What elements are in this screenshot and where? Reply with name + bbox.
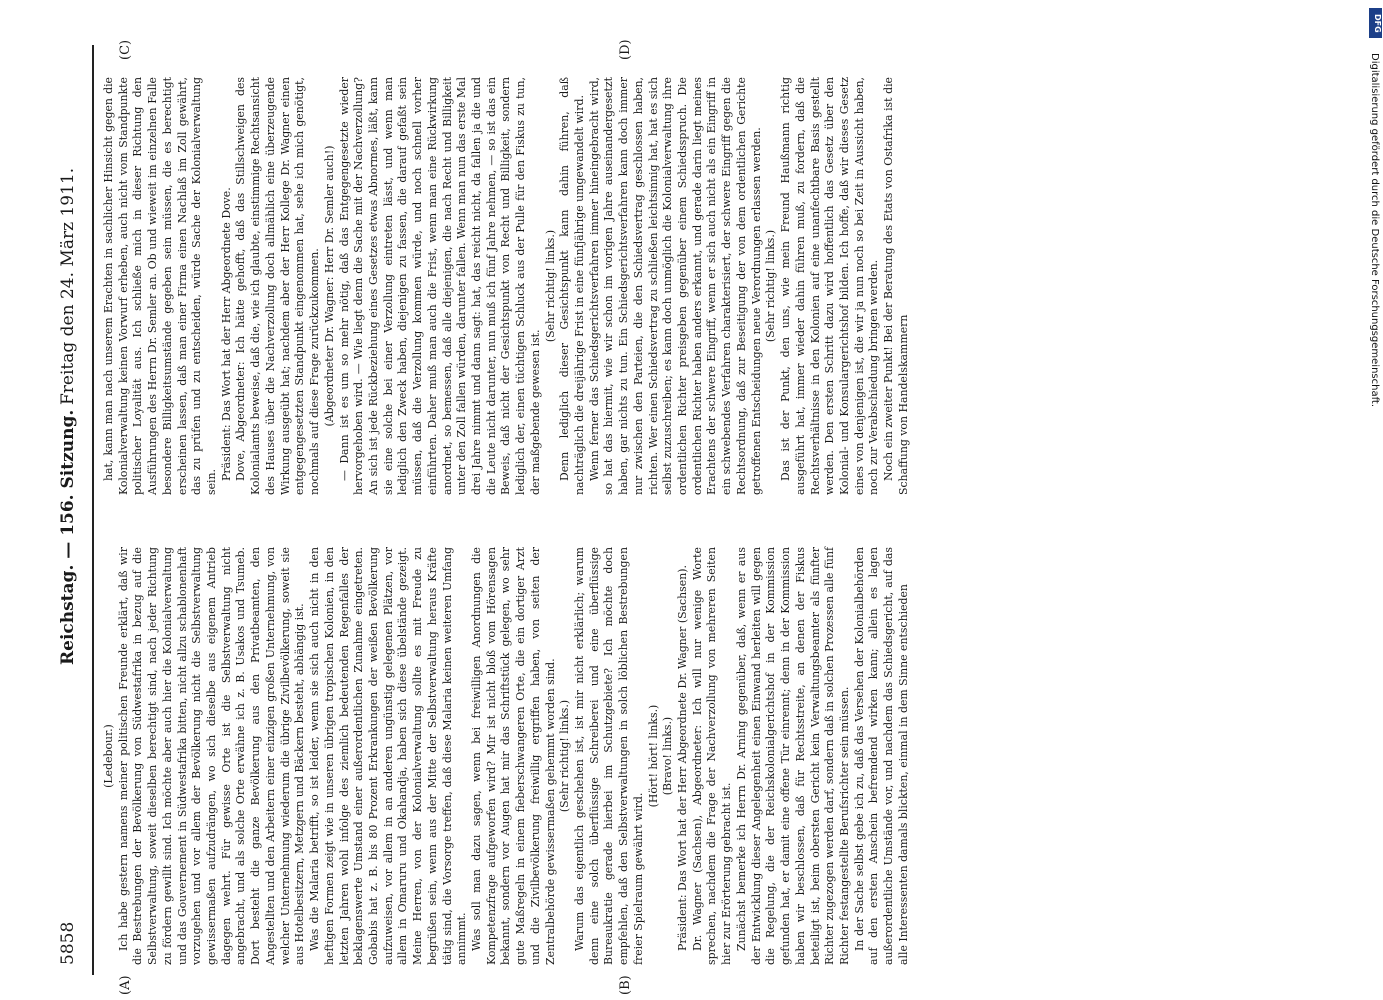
margin-marker-d: (D): [618, 39, 633, 60]
paragraph: (Sehr richtig! links.): [764, 229, 778, 343]
paragraph: (Ledebour.): [102, 724, 115, 788]
paragraph: Wenn ferner das Schiedsgerichtsverfahren immer hineingebracht wird, so hat das hiermit, wie wir schon im vorigen Jahre auseinandergesetzt haben, gar nichts zu tun. Ein Schiedsgerichtsverfahren kann doch immer nur zwischen den Parteien, die den Schiedsvertrag geschlossen haben, richten. Wer einen Schiedsvertrag zu schließen leichtsinnig hat, hat es sich selbst zuzuschreiben; es kann doch unmöglich die Kolonialverwaltung ihre ordentlichen Richter preisgeben gegenüber einem Schiedsspruch. Die ordentlichen Richter haben anders erkannt, und gerade darin liegt meines Erachtens der schwere Eingriff, wenn er sich auch nicht als ein Eingriff in ein schwebendes Verfahren charakterisiert, der schwere Eingriff gegen die Rechtsordnung, daß zur Beseitigung der von dem ordentlichen Gerichte getroffenen Entscheidungen neue Verordnungen erlassen werden.: [587, 77, 763, 495]
page-number: 5858: [58, 921, 78, 965]
page-header: [58, 65, 92, 965]
paragraph: Präsident: Das Wort hat der Herr Abgeordnete Dr. Wagner (Sachsen).: [676, 565, 690, 951]
credit-text: Digitalisierung gefördert durch die Deutsche Forschungsgemeinschaft.: [1369, 53, 1380, 408]
paragraph: Ich habe gestern namens meiner politischen Freunde erklärt, daß wir die Bestrebungen der Bevölkerung von Südwestafrika in bezug auf die Selbstverwaltung, soweit dieselben berechtigt sind, nach jeder Richtung zu fördern gewillt sind. Ich möchte aber auch hier die Kolonialverwaltung und das Gouvernement in Südwestafrika bitten, nicht allzu schablonenhaft vorzugehen und vor allem der Bevölkerung nicht die Selbstverwaltung gewissermaßen aufzudrängen, wo sich dieselbe aus eigenem Antrieb dagegen wehrt. Für gewisse Orte ist die Selbstverwaltung nicht angebracht, und als solche Orte erwähne ich z. B. Usakos und Tsumeb. Dort besteht die ganze Bevölkerung aus den Privatbeamten, den Angestellten und den Arbeitern einer einzigen großen Unternehmung, von welcher Unternehmung wiederum die übrige Zivilbevölkerung, soweit sie aus Hotelbesitzern, Metzgern und Bäckern besteht, abhängig ist.: [116, 547, 307, 965]
paragraph: (Sehr richtig! links.): [558, 699, 572, 813]
paragraph: Was soll man dazu sagen, wenn bei freiwilligen Anordnungen die Kompetenzfrage aufgeworfen wird? Mir ist nicht bloß vom Hörensagen bekannt, sondern vor Augen hat mir das Schriftstück gelegen, wo sehr gute Maßregeln in einem fieberschwangeren Orte, die ein dortiger Arzt und die Zivilbevölkerung freiwillig ergriffen haben, von seiten der Zentralbehörde gewissermaßen gehemmt worden sind.: [469, 547, 557, 965]
paragraph: Dr. Wagner (Sachsen), Abgeordneter: Ich will nur wenige Worte sprechen, nachdem die Frage der Nachverzollung von mehreren Seiten hier zur Erörterung gebracht ist.: [690, 547, 734, 965]
paragraph: — Dann ist es um so mehr nötig, daß das Entgegengesetzte wieder hervorgehoben wird. — Wie liegt denn die Sache mit der Nachverzollung? An sich ist jede Rückbeziehung eines Gesetzes etwas Abnormes, läßt, kann sie eine solche bei einer Verzollung eintreten lässt, und wenn man lediglich den Zweck haben, diejenigen zu fassen, die darauf gefaßt sein müssen, daß die Verzollung kommen würde, und noch schnell vorher einführten. Daher muß man auch die Frist, wenn man eine Rückwirkung anordnet, so bemessen, daß alle diejenigen, die nach Recht und Billigkeit unter den Zoll fallen würden, darunter fallen. Wenn man nun das erste Mal drei Jahre nimmt und dann sagt: hat, das reicht nicht, da fallen ja die und die Leute nicht darunter, nun muß ich fünf Jahre nehmen, — so ist das ein Beweis, daß nicht der Gesichtspunkt von Recht und Billigkeit, sondern lediglich der, einen tüchtigen Schluck aus der Pulle für den Fiskus zu tun, der maßgebende gewesen ist.: [337, 77, 542, 495]
paragraph: Warum das eigentlich geschehen ist, ist mir nicht erklärlich; warum denn eine solch überflüssige Schreiberei und eine überflüssige Bureaukratie gerade hierbei im Schutzgebiete? Ich möchte doch empfehlen, daß den Selbstverwaltungen in solch löblichen Bestrebungen freier Spielraum gewährt wird.: [573, 547, 645, 965]
paragraph: hat, kann man nach unserem Erachten in sachlicher Hinsicht gegen die Kolonialverwaltung keinen Vorwurf erheben, auch nicht vom Standpunkte politischer Loyalität aus. Ich schließe mich in dieser Richtung den Ausführungen des Herrn Dr. Semler an. Ob und wieweit im einzelnen Falle besondere Billigkeitsumstände gegeben sein müssen, die es berechtigt erscheinen lassen, daß man einer Firma einen Nachlaß im Zoll gewährt, das zu prüfen und zu entscheiden, würde Sache der Kolonialverwaltung sein.: [102, 77, 219, 495]
paragraph: (Bravo! links.): [661, 716, 675, 796]
paragraph: Dove, Abgeordneter: Ich hätte gehofft, daß das Stillschweigen des Kolonialamts beweise, daß die, wie ich glaubte, einstimmige Rechtsansicht des Hauses über die Nachverzollung doch allmählich eine überzeugende Wirkung ausgeübt hat; nachdem aber der Herr Kollege Dr. Wagner einen entgegengesetzten Standpunkt eingenommen hat, sehe ich mich genötigt, nochmals auf diese Frage zurückzukommen.: [234, 77, 322, 495]
right-column: [102, 77, 912, 495]
rotated-content: [58, 39, 910, 995]
paragraph: Präsident: Das Wort hat der Herr Abgeordnete Dove.: [219, 187, 233, 481]
paragraph: Was die Malaria betrifft, so ist leider, wenn sie sich auch nicht in den heftigen Formen zeigt wie in unseren übrigen tropischen Kolonien, in den letzten Jahren wohl infolge des ziemlich bedeutenden Regenfalles der beklagenswerte Umstand einer außerordentlichen Zunahme eingetreten. Gobabis hat z. B. bis 80 Prozent Erkrankungen der weißen Bevölkerung aufzuweisen, vor allem in an anderen ungünstig gelegenen Plätzen, vor allem in Omaruru und Okahandja, haben sich diese übelstände gezeigt. Meine Herren, von der Kolonialverwaltung sollte es mit Freude zu begrüßen sein, wenn aus der Mitte der Selbstverwaltung heraus Kräfte tätig sind, die Vorsorge treffen, daß diese Malaria keinen weiteren Umfang annimmt.: [308, 547, 469, 965]
header-rule: [92, 45, 94, 975]
paragraph: (Abgeordneter Dr. Wagner: Herr Dr. Semler auch!): [322, 145, 336, 427]
margin-marker-c: (C): [118, 39, 133, 60]
paragraph: Noch ein zweiter Punkt! Bei der Beratung des Etats von Ostafrika ist die Schaffung von Handelskammern: [882, 77, 910, 495]
paragraph: Zunächst bemerke ich Herrn Dr. Arning gegenüber, daß, wenn er aus der Entwicklung dieser Angelegenheit einen Einwand herleiten will gegen die Regelung, die der Reichskolonialgerichtshof in der Kommission gefunden hat, er damit eine offene Tür einrennt; denn in der Kommission haben wir beschlossen, daß für Rechtsstreite, an denen der Fiskus beteiligt ist, beim obersten Gericht kein Verwaltungsbeamter als fünfter Richter zugezogen werden darf, sondern daß in solchen Prozessen alle fünf Richter festangestellte Berufsrichter sein müssen.: [734, 547, 851, 965]
margin-marker-b: (B): [618, 975, 633, 995]
paragraph: Das ist der Punkt, den uns, wie mein Freund Haußmann richtig ausgeführt hat, immer wieder dahin führen muß, zu fordern, daß die Rechtsverhältnisse in den Kolonien auf eine unanfechtbare Basis gestellt werden. Den ersten Schritt dazu wird hoffentlich das Gesetz über den Kolonial- und Konsulargerichtshof bilden. Ich hoffe, daß wir dieses Gesetz eines von denjenigen ist, die wir ja nun noch so bei Zeit in Aussicht haben, noch zur Verabschiedung bringen werden.: [779, 77, 881, 495]
paragraph: (Sehr richtig! links.): [543, 229, 557, 343]
header-date: Freitag den 24. März 1911.: [58, 167, 78, 405]
left-column: [102, 547, 912, 965]
paragraph: In der Sache selbst gebe ich zu, daß das Versehen der Kolonialbehörden auf den ersten Anschein befremdend wirken kann; allein es lagen außerordentliche Umstände vor, und nachdem das Schiedsgericht, auf das alle Interessenten damals blickten, einmal in dem Sinne entschieden: [852, 547, 910, 965]
paragraph: (Hört! hört! links.): [646, 704, 660, 808]
margin-marker-a: (A): [118, 975, 133, 995]
digitization-credit: [1366, 8, 1380, 998]
header-body: Reichstag. — 156. Sitzung.: [58, 409, 78, 665]
paragraph: Denn lediglich dieser Gesichtspunkt kann dahin führen, daß nachträglich die dreijährige Frist in eine fünfjährige umgewandelt wird.: [558, 77, 586, 495]
dfg-logo: DFG: [1369, 8, 1382, 38]
